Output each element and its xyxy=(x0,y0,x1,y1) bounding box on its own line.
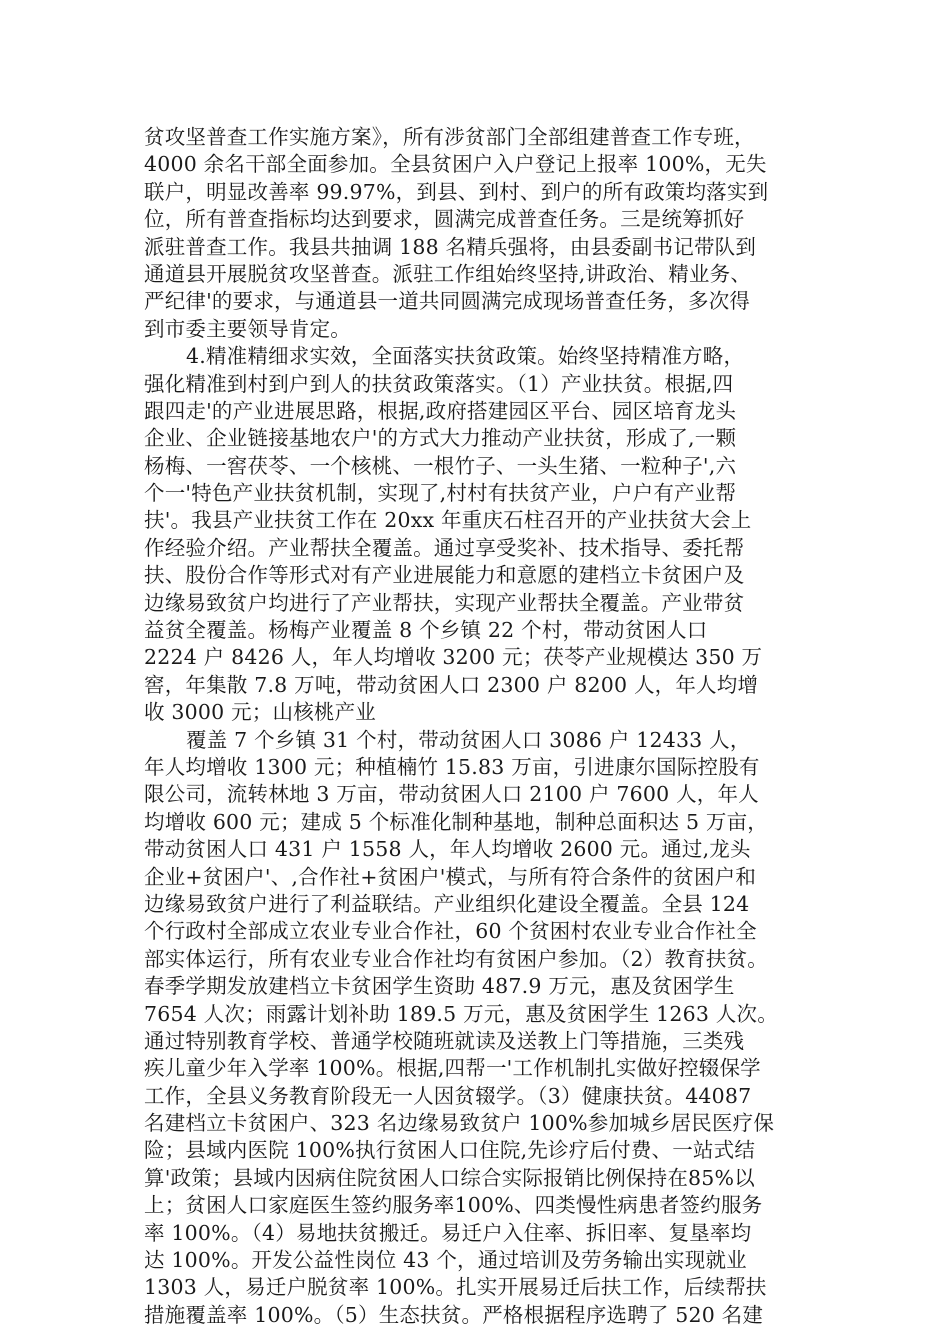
text-line: 4000 余名干部全面参加。全县贫困户入户登记上报率 100%，无失 xyxy=(144,152,767,177)
text-line: 益贫全覆盖。杨梅产业覆盖 8 个乡镇 22 个村，带动贫困人口 xyxy=(144,618,708,643)
text-line: 位，所有普查指标均达到要求，圆满完成普查任务。三是统筹抓好 xyxy=(144,207,745,232)
text-line: 严纪律'的要求，与通道县一道共同圆满完成现场普查任务，多次得 xyxy=(144,289,751,314)
text-line: 边缘易致贫户进行了利益联结。产业组织化建设全覆盖。全县 124 xyxy=(144,891,750,916)
text-line: 扶、股份合作等形式对有产业进展能力和意愿的建档立卡贫困户及 xyxy=(144,563,745,588)
text-line: 通道县开展脱贫攻坚普查。派驻工作组始终坚持,讲政治、精业务、 xyxy=(144,261,752,286)
text-line: 上；贫困人口家庭医生签约服务率100%、四类慢性病患者签约服务 xyxy=(144,1193,763,1218)
text-line: 险；县域内医院 100%执行贫困人口住院,先诊疗后付费、一站式结 xyxy=(144,1138,756,1163)
text-line: 覆盖 7 个乡镇 31 个村，带动贫困人口 3086 户 12433 人， xyxy=(186,727,751,752)
text-line: 7654 人次；雨露计划补助 189.5 万元，惠及贫困学生 1263 人次。 xyxy=(144,1001,778,1026)
text-line: 春季学期发放建档立卡贫困学生资助 487.9 万元，惠及贫困学生 xyxy=(144,974,735,999)
text-line: 个一'特色产业扶贫机制，实现了,村村有扶贫产业，户户有产业帮 xyxy=(144,481,737,506)
text-line: 作经验介绍。产业帮扶全覆盖。通过享受奖补、技术指导、委托帮 xyxy=(144,535,745,560)
text-line: 工作，全县义务教育阶段无一人因贫辍学。（3）健康扶贫。44087 xyxy=(144,1083,752,1108)
text-line: 到市委主要领导肯定。 xyxy=(144,316,351,341)
text-line: 措施覆盖率 100%。（5）生态扶贫。严格根据程序选聘了 520 名建 xyxy=(144,1302,764,1327)
text-line: 年人均增收 1300 元；种植楠竹 15.83 万亩，引进康尔国际控股有 xyxy=(144,754,760,779)
text-line: 带动贫困人口 431 户 1558 人，年人均增收 2600 元。通过,龙头 xyxy=(144,837,751,862)
text-line: 企业+贫困户'、,合作社+贫困户'模式，与所有符合条件的贫困户和 xyxy=(144,864,757,889)
text-line: 强化精准到村到户到人的扶贫政策落实。（1）产业扶贫。根据,四 xyxy=(144,371,734,396)
text-line: 4.精准精细求实效，全面落实扶贫政策。始终坚持精准方略， xyxy=(186,344,745,369)
text-line: 派驻普查工作。我县共抽调 188 名精兵强将，由县委副书记带队到 xyxy=(144,234,757,259)
text-line: 个行政村全部成立农业专业合作社，60 个贫困村农业专业合作社全 xyxy=(144,919,757,944)
text-line: 边缘易致贫户均进行了产业帮扶，实现产业帮扶全覆盖。产业带贫 xyxy=(144,590,745,615)
text-line: 疾儿童少年入学率 100%。根据,四帮一'工作机制扎实做好控辍保学 xyxy=(144,1056,761,1081)
text-line: 通过特别教育学校、普通学校随班就读及送教上门等措施，三类残 xyxy=(144,1028,745,1053)
text-line: 扶'。我县产业扶贫工作在 20xx 年重庆石柱召开的产业扶贫大会上 xyxy=(144,508,752,533)
text-line: 企业、企业链接基地农户'的方式大力推动产业扶贫，形成了,一颗 xyxy=(144,426,737,451)
text-line: 率 100%。（4）易地扶贫搬迁。易迁户入住率、拆旧率、复垦率均 xyxy=(144,1220,752,1245)
text-line: 名建档立卡贫困户、323 名边缘易致贫户 100%参加城乡居民医疗保 xyxy=(144,1111,775,1136)
text-line: 杨梅、一窖茯苓、一个核桃、一根竹子、一头生猪、一粒种子',六 xyxy=(144,453,737,478)
body-text xyxy=(144,124,810,1329)
text-line: 均增收 600 元；建成 5 个标准化制种基地，制种总面积达 5 万亩， xyxy=(144,809,769,834)
text-line: 算'政策；县域内因病住院贫困人口综合实际报销比例保持在85%以 xyxy=(144,1165,755,1190)
text-line: 部实体运行，所有农业专业合作社均有贫困户参加。（2）教育扶贫。 xyxy=(144,946,768,971)
text-line: 收 3000 元；山核桃产业 xyxy=(144,700,377,725)
text-line: 1303 人，易迁户脱贫率 100%。扎实开展易迁后扶工作，后续帮扶 xyxy=(144,1275,767,1300)
text-line: 限公司，流转林地 3 万亩，带动贫困人口 2100 户 7600 人，年人 xyxy=(144,782,759,807)
text-line: 窖，年集散 7.8 万吨，带动贫困人口 2300 户 8200 人，年人均增 xyxy=(144,672,759,697)
text-line: 联户，明显改善率 99.97%，到县、到村、到户的所有政策均落实到 xyxy=(144,179,769,204)
text-line: 2224 户 8426 人，年人均增收 3200 元；茯苓产业规模达 350 万 xyxy=(144,645,763,670)
text-line: 跟四走'的产业进展思路，根据,政府搭建园区平台、园区培育龙头 xyxy=(144,398,737,423)
text-line: 贫攻坚普查工作实施方案》，所有涉贫部门全部组建普查工作专班， xyxy=(144,125,755,149)
text-line: 达 100%。开发公益性岗位 43 个，通过培训及劳务输出实现就业 xyxy=(144,1248,747,1273)
